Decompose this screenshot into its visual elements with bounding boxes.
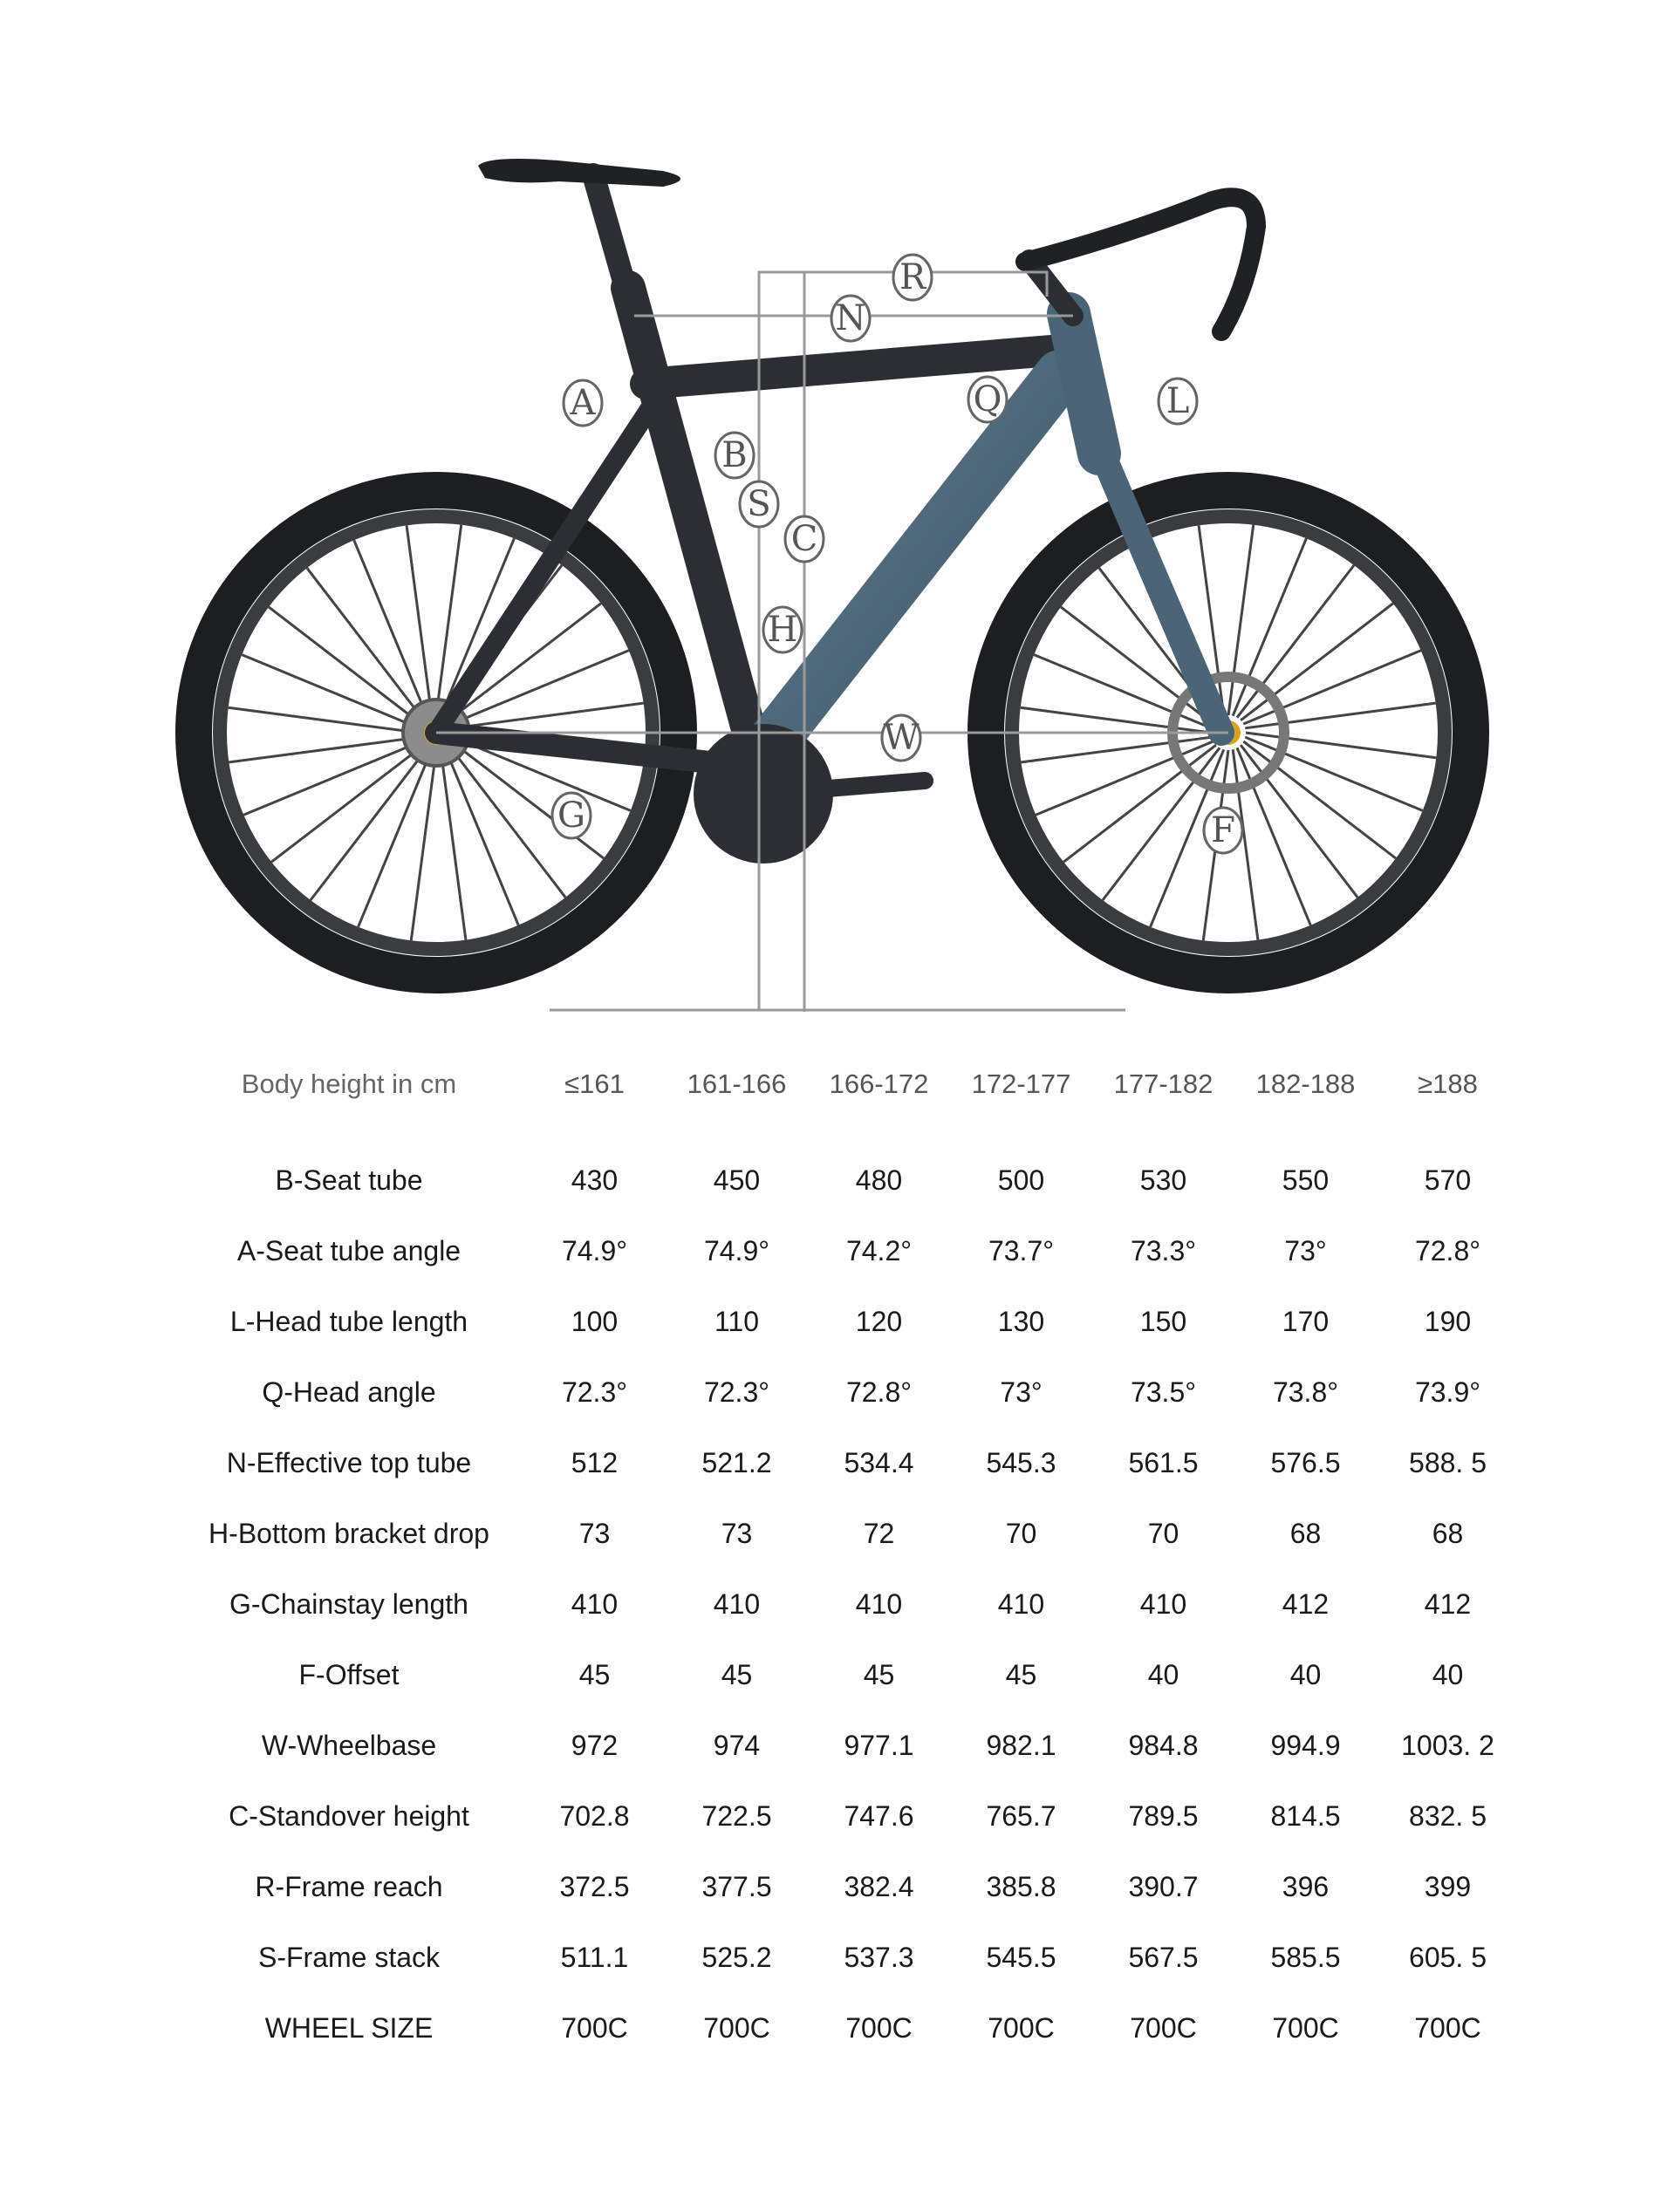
table-cell: 130: [997, 1306, 1045, 1337]
spoke: [411, 750, 436, 940]
table-cell: 994.9: [1270, 1730, 1341, 1761]
table-cell: 530: [1139, 1164, 1187, 1196]
marker-F: [1204, 808, 1242, 853]
marker-Q: [968, 377, 1007, 422]
row-label: H-Bottom bracket drop: [209, 1518, 489, 1549]
size-header: 182-188: [1255, 1068, 1356, 1099]
svg-text:H: H: [767, 610, 798, 650]
table-cell: 545.5: [986, 1942, 1056, 1973]
row-label: G-Chainstay length: [229, 1588, 468, 1620]
table-cell: 385.8: [986, 1871, 1056, 1902]
spoke: [1103, 748, 1220, 900]
table-cell: 170: [1282, 1306, 1330, 1337]
marker-L: [1159, 379, 1197, 424]
table-cell: 525.2: [701, 1942, 772, 1973]
bike-geometry-diagram: [0, 0, 1675, 1047]
table-cell: 832. 5: [1409, 1800, 1487, 1832]
table-cell: 73.9°: [1414, 1376, 1481, 1408]
table-row: [174, 1357, 1519, 1428]
table-cell: 40: [1147, 1659, 1179, 1690]
table-cell: 700C: [1414, 2012, 1481, 2044]
table-cell: 72: [863, 1518, 895, 1549]
spoke: [453, 703, 643, 728]
table-cell: 73.5°: [1130, 1376, 1197, 1408]
table-cell: 588. 5: [1409, 1447, 1487, 1478]
table-cell: 73.7°: [988, 1235, 1055, 1266]
row-label: S-Frame stack: [257, 1942, 441, 1973]
table-cell: 511.1: [560, 1942, 629, 1973]
spoke: [243, 741, 420, 815]
table-cell: 45: [1005, 1659, 1037, 1690]
table-cell: 73°: [1284, 1235, 1327, 1266]
spoke: [271, 745, 424, 862]
table-cell: 382.4: [844, 1871, 914, 1902]
table-cell: 410: [1139, 1588, 1187, 1620]
spoke: [359, 749, 432, 926]
table-cell: 550: [1282, 1164, 1330, 1196]
table-cell: 74.9°: [703, 1235, 770, 1266]
svg-text:C: C: [790, 519, 818, 559]
table-cell: 537.3: [844, 1942, 914, 1973]
table-cell: 72.3°: [561, 1376, 628, 1408]
row-label: L-Head tube length: [229, 1306, 468, 1337]
spoke: [1241, 745, 1357, 898]
row-label: B-Seat tube: [275, 1164, 423, 1196]
table-cell: 702.8: [559, 1800, 630, 1832]
table-cell: 430: [571, 1164, 619, 1196]
table-cell: 72.3°: [703, 1376, 770, 1408]
geometry-size-table: [174, 1042, 1519, 2064]
table-cell: 372.5: [559, 1871, 630, 1902]
table-cell: 450: [713, 1164, 761, 1196]
table-cell: 100: [571, 1306, 619, 1337]
row-label: A-Seat tube angle: [236, 1235, 461, 1266]
marker-W: [882, 715, 920, 761]
header-label: Body height in cm: [241, 1068, 457, 1099]
spoke: [311, 748, 427, 900]
table-cell: 377.5: [701, 1871, 772, 1902]
table-cell: 700C: [703, 2012, 770, 2044]
size-header: ≥188: [1418, 1068, 1478, 1099]
table-cell: 700C: [845, 2012, 913, 2044]
table-cell: 70: [1147, 1518, 1179, 1549]
row-label: W-Wheelbase: [261, 1730, 437, 1761]
size-header: 172-177: [971, 1068, 1071, 1099]
table-row: [174, 1569, 1519, 1640]
marker-S: [740, 481, 778, 527]
spoke: [1243, 741, 1396, 858]
table-cell: 977.1: [844, 1730, 914, 1761]
table-cell: 747.6: [844, 1800, 914, 1832]
table-cell: 74.9°: [561, 1235, 628, 1266]
table-row: [174, 1287, 1519, 1357]
table-cell: 1003. 2: [1401, 1730, 1494, 1761]
table-cell: 74.2°: [845, 1235, 913, 1266]
table-cell: 110: [714, 1306, 759, 1337]
size-header: 161-166: [687, 1068, 787, 1099]
table-cell: 700C: [561, 2012, 628, 2044]
table-cell: 789.5: [1128, 1800, 1199, 1832]
table-row: [174, 1710, 1519, 1781]
table-cell: 396: [1282, 1871, 1330, 1902]
row-label: C-Standover height: [229, 1800, 469, 1832]
table-cell: 73: [721, 1518, 753, 1549]
table-cell: 45: [578, 1659, 611, 1690]
table-cell: 700C: [988, 2012, 1055, 2044]
seatpost: [593, 174, 628, 297]
marker-N: [831, 296, 870, 341]
table-cell: 585.5: [1270, 1942, 1341, 1973]
table-cell: 722.5: [701, 1800, 772, 1832]
table-cell: 410: [855, 1588, 903, 1620]
svg-text:W: W: [883, 718, 920, 758]
row-label: Q-Head angle: [262, 1376, 436, 1408]
table-cell: 73: [578, 1518, 611, 1549]
table-cell: 765.7: [986, 1800, 1056, 1832]
table-cell: 500: [997, 1164, 1045, 1196]
top-tube: [646, 349, 1073, 384]
marker-G: [552, 793, 591, 838]
table-header-row: [174, 1042, 1519, 1126]
row-label: R-Frame reach: [255, 1871, 443, 1902]
table-cell: 72.8°: [845, 1376, 913, 1408]
table-cell: 412: [1424, 1588, 1472, 1620]
spoke: [1063, 745, 1216, 862]
spoke: [1036, 741, 1213, 815]
table-cell: 512: [571, 1447, 619, 1478]
table-cell: 534.4: [844, 1447, 914, 1478]
table-cell: 120: [855, 1306, 903, 1337]
table-cell: 982.1: [986, 1730, 1056, 1761]
row-label: F-Offset: [298, 1659, 400, 1690]
spoke: [448, 745, 565, 898]
spoke: [269, 607, 421, 724]
spoke: [229, 707, 419, 733]
table-cell: 72.8°: [1414, 1235, 1481, 1266]
spoke: [1241, 604, 1393, 720]
table-row: [174, 1993, 1519, 2064]
marker-A: [564, 380, 602, 426]
table-cell: 576.5: [1270, 1447, 1341, 1478]
row-label: WHEEL SIZE: [264, 2012, 434, 2044]
spoke: [307, 568, 424, 720]
spoke: [242, 655, 419, 728]
table-cell: 399: [1424, 1871, 1472, 1902]
table-cell: 545.3: [986, 1447, 1056, 1478]
marker-R: [893, 255, 932, 300]
table-cell: 410: [571, 1588, 619, 1620]
size-header: 166-172: [829, 1068, 929, 1099]
spoke: [407, 525, 432, 715]
table-cell: 45: [863, 1659, 895, 1690]
table-cell: 410: [713, 1588, 761, 1620]
size-header: 177-182: [1113, 1068, 1214, 1099]
table-cell: 390.7: [1128, 1871, 1199, 1902]
table-row: [174, 1428, 1519, 1499]
table-cell: 70: [1005, 1518, 1037, 1549]
marker-C: [785, 516, 824, 562]
table-cell: 984.8: [1128, 1730, 1199, 1761]
table-cell: 974: [713, 1730, 761, 1761]
row-label: N-Effective top tube: [226, 1447, 472, 1478]
spoke: [441, 749, 466, 939]
spoke: [1243, 651, 1420, 724]
svg-text:F: F: [1211, 810, 1235, 850]
table-cell: 521.2: [701, 1447, 772, 1478]
table-cell: 570: [1424, 1164, 1472, 1196]
spoke: [1237, 565, 1354, 718]
marker-B: [715, 433, 754, 478]
svg-text:N: N: [835, 298, 866, 338]
table-row: [174, 1852, 1519, 1922]
table-cell: 410: [997, 1588, 1045, 1620]
table-cell: 73°: [1000, 1376, 1043, 1408]
table-cell: 150: [1139, 1306, 1187, 1337]
marker-H: [763, 607, 802, 652]
svg-text:L: L: [1166, 381, 1190, 421]
saddle: [478, 159, 680, 187]
table-row: [174, 1126, 1519, 1216]
table-cell: 700C: [1272, 2012, 1339, 2044]
table-row: [174, 1216, 1519, 1287]
size-header: ≤161: [564, 1068, 625, 1099]
spoke: [445, 748, 518, 925]
table-cell: 40: [1432, 1659, 1464, 1690]
svg-text:B: B: [721, 435, 748, 475]
table-cell: 45: [721, 1659, 753, 1690]
table-cell: 480: [855, 1164, 903, 1196]
table-cell: 814.5: [1270, 1800, 1341, 1832]
bike-illustration: [0, 0, 1675, 1047]
table-cell: 700C: [1130, 2012, 1197, 2044]
svg-text:G: G: [557, 795, 585, 836]
svg-text:R: R: [899, 257, 926, 297]
spoke: [229, 737, 419, 762]
table-row: [174, 1640, 1519, 1710]
table-cell: 412: [1282, 1588, 1330, 1620]
table-cell: 190: [1424, 1306, 1472, 1337]
table-cell: 40: [1289, 1659, 1322, 1690]
svg-text:Q: Q: [973, 379, 1002, 420]
table-cell: 605. 5: [1409, 1942, 1487, 1973]
table-cell: 972: [571, 1730, 619, 1761]
table-cell: 68: [1432, 1518, 1464, 1549]
spoke: [1237, 748, 1310, 925]
table-row: [174, 1499, 1519, 1569]
table-cell: 567.5: [1128, 1942, 1199, 1973]
table-row: [174, 1922, 1519, 1993]
table-row: [174, 1781, 1519, 1852]
table-cell: 561.5: [1128, 1447, 1199, 1478]
svg-text:S: S: [747, 484, 771, 524]
table-cell: 73.8°: [1272, 1376, 1339, 1408]
table-cell: 68: [1289, 1518, 1322, 1549]
spoke: [354, 540, 427, 717]
table-cell: 73.3°: [1130, 1235, 1197, 1266]
svg-text:A: A: [570, 383, 596, 423]
